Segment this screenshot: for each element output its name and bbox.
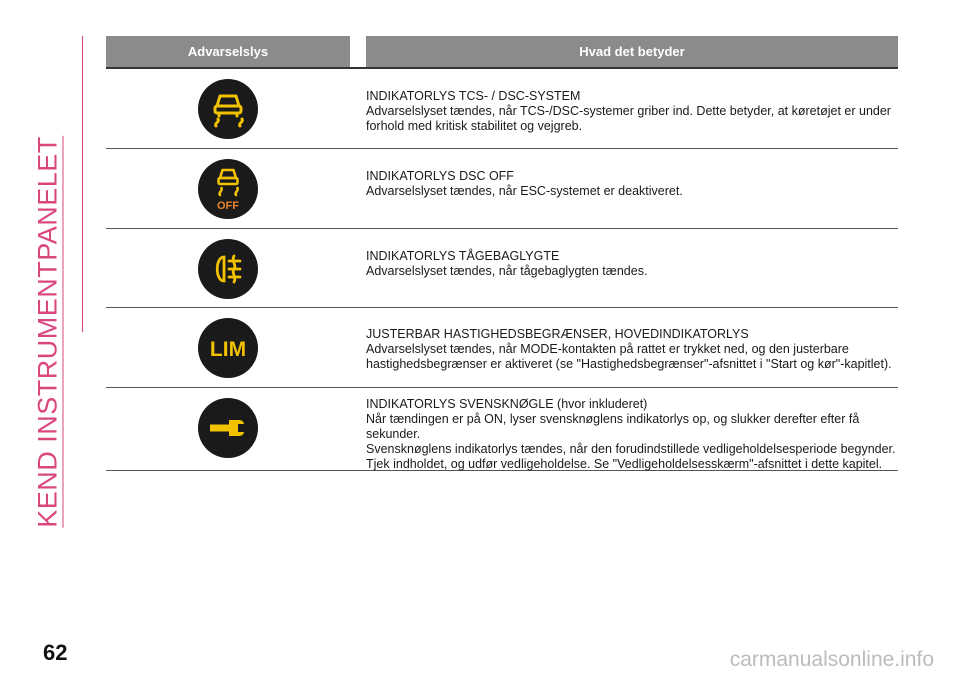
warning-lights-table [106, 36, 898, 471]
table-row [106, 308, 898, 388]
speed-limiter-icon [198, 318, 258, 378]
dsc-off-label: OFF [217, 200, 239, 212]
watermark: carmanualsonline.info [729, 648, 934, 671]
table-row [106, 67, 898, 149]
row-description: Advarselslyset tændes, når MODE-kontakten på rattet er trykket ned, og den justerbare hastighedsbegrænser er aktiveret (se "Hastighedsbegrænser"-afsnittet i "Start og kør"-kapitlet). [366, 342, 892, 371]
header-warning-light: Advarselslys [106, 36, 350, 67]
table-row [106, 149, 898, 229]
row-title: INDIKATORLYS DSC OFF [366, 169, 514, 183]
row-title: INDIKATORLYS TÅGEBAGLYGTE [366, 249, 560, 263]
section-title-text: KEND INSTRUMENTPANELET [32, 136, 63, 528]
row-description: Advarselslyset tændes, når TCS-/DSC-systemer griber ind. Dette betyder, at køretøjet er under forhold med kritisk stabilitet og vejgreb. [366, 104, 891, 133]
row-title: INDIKATORLYS TCS- / DSC-SYSTEM [366, 89, 581, 103]
section-divider [82, 36, 83, 332]
row-description: Når tændingen er på ON, lyser svensknøglens indikatorlys op, og slukker derefter efter få sekunder. [366, 412, 860, 441]
row-title: INDIKATORLYS SVENSKNØGLE (hvor inkluderet) [366, 397, 648, 411]
table-row [106, 229, 898, 308]
row-description: Advarselslyset tændes, når tågebaglygten tændes. [366, 264, 648, 278]
row-description: Svensknøglens indikatorlys tændes, når den forudindstillede vedligeholdelsesperiode begynder. Tjek indholdet, og udfør vedligeholdelse. Se "Vedligeholdelsesskærm"-afsnittet i dette kapitel. [366, 442, 896, 471]
tcs-dsc-skid-icon [198, 79, 258, 139]
rear-fog-light-icon [198, 239, 258, 299]
speed-limiter-label: LIM [209, 338, 247, 361]
page-number: 62 [43, 640, 68, 665]
table-row [106, 388, 898, 471]
table-header [106, 36, 898, 67]
service-wrench-icon [198, 398, 258, 458]
header-meaning: Hvad det betyder [366, 36, 898, 67]
row-title: JUSTERBAR HASTIGHEDSBEGRÆNSER, HOVEDINDIKATORLYS [366, 327, 749, 341]
dsc-off-icon [198, 159, 258, 219]
row-description: Advarselslyset tændes, når ESC-systemet er deaktiveret. [366, 184, 683, 198]
